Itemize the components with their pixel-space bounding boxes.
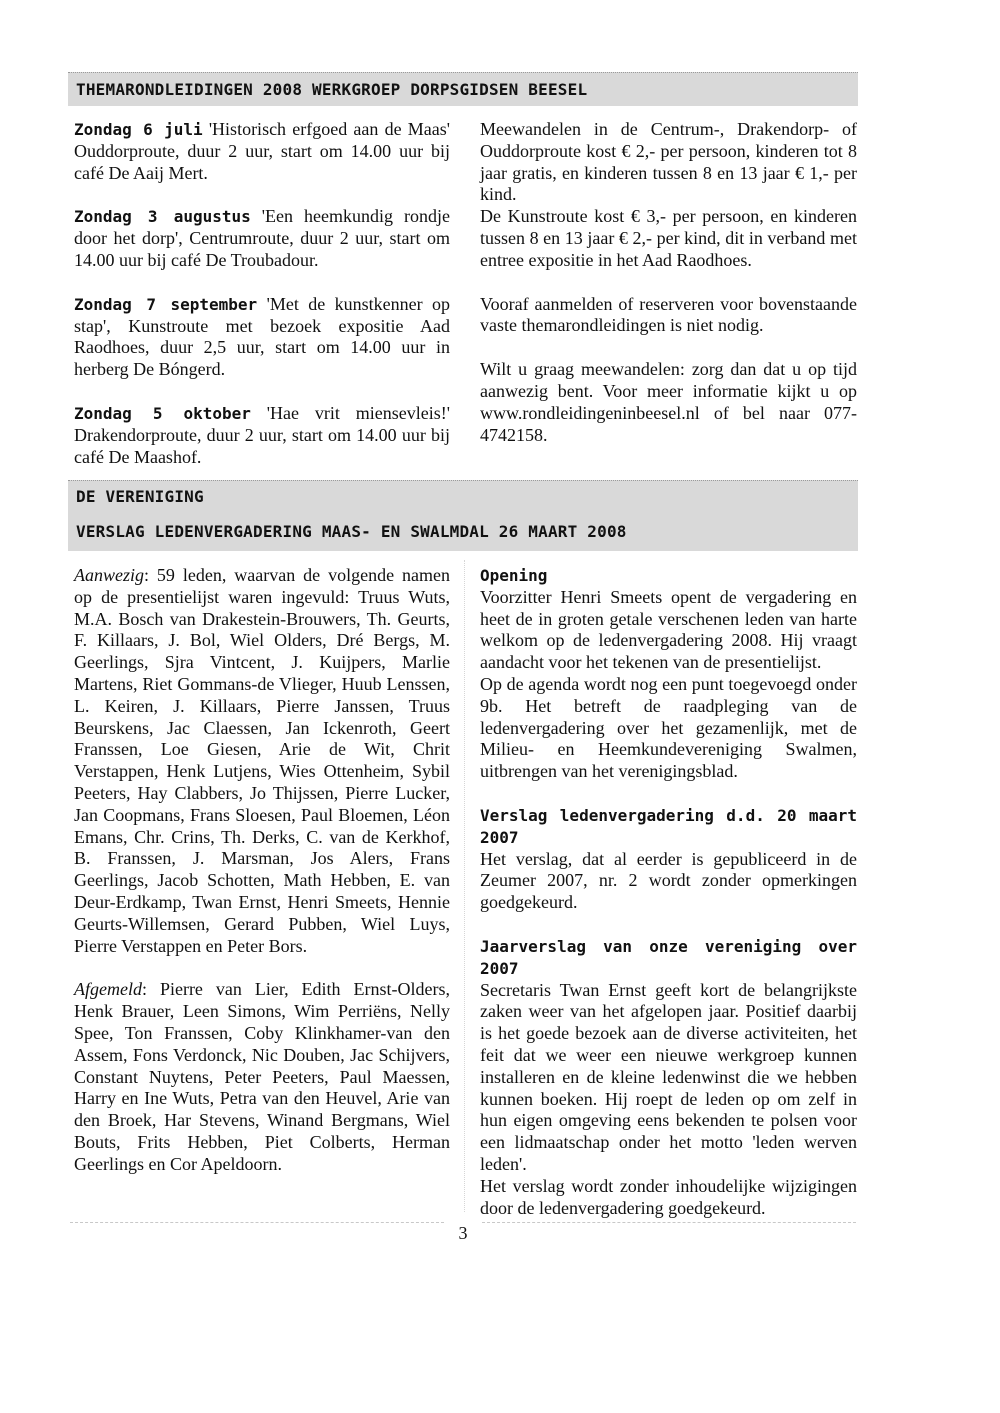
afgemeld-label: Afgemeld (74, 979, 142, 1000)
jaarverslag-text: Secretaris Twan Ernst geeft kort de belangrijkste zaken weer van het afgelopen jaar. Positief daarbij is het goede bezoek aan de diverse activiteiten, het feit dat we weer een nieuwe werkgroep kunnen installeren en de kleine ledenwinst die we hebben kunnen boeken. Hij roept de leden op om zelf in hun eigen omgeving eens bekenden te polsen voor een lidmaatschap onder het motto 'leden werven leden'. (480, 979, 857, 1174)
verslag-text: Het verslag, dat al eerder is gepubliceerd in de Zeumer 2007, nr. 2 wordt zonder opmerkingen goedgekeurd. (480, 848, 857, 913)
tour-description: 'Een heemkundig rondje door het dorp', Centrumroute, duur 2 uur, start om 14.00 uur bij café De Troubadour. (74, 206, 450, 270)
section-title-vereniging: DE VERENIGING (76, 487, 204, 506)
opening-paragraph (480, 565, 857, 674)
verslag-heading: Verslag ledenvergadering d.d. 20 maart 2007 (480, 805, 857, 847)
minutes-column (480, 565, 857, 1219)
aanwezig-label: Aanwezig (74, 565, 144, 585)
contact-paragraph: Wilt u graag meewandelen: zorg dan dat u op tijd aanwezig bent. Voor meer informatie kijkt u op www.rondleidingeninbeesel.nl of bel naar 077-4742158. (480, 359, 857, 445)
afgemeld-paragraph (74, 979, 450, 1175)
footer-rule-left (70, 1222, 444, 1223)
attendance-column (74, 565, 450, 1176)
column-divider (464, 560, 465, 1212)
tour-schedule-column (74, 119, 450, 468)
page-number: 3 (458, 1223, 468, 1243)
reservation-paragraph: Vooraf aanmelden of reserveren voor bovenstaande vaste themarondleidingen is niet nodig. (480, 293, 857, 336)
afgemeld-text: : Pierre van Lier, Edith Ernst-Olders, Henk Brauer, Leen Simons, Wim Perriëns, Nelly Spee, Ton Franssen, Coby Klinkhamer-van den Assem, Fons Verdonck, Nic Douben, Jac Schijvers, Constant Nuytens, Peter Peeters, Paul Maessen, Harry en Ine Wuts, Petra van den Heuvel, Arie van den Broek, Har Stevens, Winand Bergmans, Wiel Bouts, Frits Hebben, Piet Colberts, Herman Geerlings en Cor Apeldoorn. (74, 979, 450, 1174)
tour-date: Zondag 3 augustus (74, 207, 251, 227)
tour-date: Zondag 6 juli (74, 120, 203, 139)
aanwezig-text: : 59 leden, waarvan de volgende namen op de presentielijst waren ingevuld: Truus Wuts, M.A. Bosch van Drakestein-Brouwers, Th. Geurts, F. Killaars, J. Bol, Wiel Olders, Dré Bergs, M. Geerlings, Sjra Vintcent, J. Kuijpers, Marlie Martens, Riet Gommans-de Vlieger, Huub Lenssen, L. Keiren, J. Killaars, Pierre Janssen, Truus Beurskens, Jac Claessen, Jan Ickenroth, Geert Franssen, Loe Giesen, Arie de Wit, Chrit Verstappen, Henk Lutjens, Wies Ottenheim, Sybil Peeters, Hay Clabbers, Jo Thijssen, Pierre Lucker, Jan Coopmans, Frans Sloesen, Paul Bloemen, Léon Emans, Chr. Crins, Th. Derks, C. van de Kerkhof, B. Franssen, J. Marsman, Jos Alers, Frans Geerlings, Jacob Schotten, Math Hebben, E. van Deur-Erdkamp, Twan Ernst, Henri Smeets, Hennie Geurts-Willemsen, Gerard Pubben, Wiel Luys, Pierre Verstappen en Peter Bors. (74, 565, 450, 956)
tour-description: 'Historisch erfgoed aan de Maas' Ouddorproute, duur 2 uur, start om 14.00 uur bij café De Aaij Mert. (74, 119, 451, 183)
section-subtitle-verslag: VERSLAG LEDENVERGADERING MAAS- EN SWALMDAL 26 MAART 2008 (76, 522, 627, 541)
section-header-band (68, 480, 858, 551)
kunstroute-price-paragraph: De Kunstroute kost € 3,- per persoon, en kinderen tussen 8 en 13 jaar € 2,- per kind, dit in verband met entree expositie in het Aad Raodhoes. (480, 206, 857, 270)
footer-rule-right (482, 1222, 856, 1223)
verslag-paragraph (480, 805, 857, 914)
jaarverslag-heading: Jaarverslag van onze vereniging over 2007 (480, 936, 857, 978)
jaarverslag-conclusion: Het verslag wordt zonder inhoudelijke wijzigingen door de ledenvergadering goedgekeurd. (480, 1175, 857, 1218)
tour-item-4 (74, 403, 450, 468)
section-title-themarondleidingen: THEMARONDLEIDINGEN 2008 WERKGROEP DORPSGIDSEN BEESEL (76, 80, 588, 99)
jaarverslag-paragraph (480, 936, 857, 1176)
tour-description: 'Met de kunstkenner op stap', Kunstroute met bezoek expositie Aad Raodhoes, duur 2,5 uur, start om 14.00 uur in herberg De Bóngerd. (74, 293, 450, 380)
tour-date: Zondag 5 oktober (74, 403, 251, 423)
section-header-band (68, 72, 858, 106)
tour-item-2 (74, 206, 450, 271)
tour-item-1 (74, 119, 450, 184)
aanwezig-paragraph (74, 565, 450, 957)
tour-description: 'Hae vrit miensevleis!' Drakendorproute, duur 2 uur, start om 14.00 uur bij café De Maashof. (74, 402, 451, 467)
tour-item-3 (74, 294, 450, 381)
opening-text: Voorzitter Henri Smeets opent de vergadering en heet de in groten getale verschenen leden van harte welkom op de ledenvergadering 2008. Hij vraagt aandacht voor het tekenen van de presentielijst. (480, 586, 857, 673)
tour-date: Zondag 7 september (74, 294, 258, 314)
opening-heading: Opening (480, 566, 548, 585)
price-info-paragraph: Meewandelen in de Centrum-, Drakendorp- of Ouddorproute kost € 2,- per persoon, kinderen tot 8 jaar gratis, en kinderen tussen 8 en 13 jaar € 1,- per kind. (480, 119, 857, 205)
tour-info-column (480, 119, 857, 446)
agenda-paragraph: Op de agenda wordt nog een punt toegevoegd onder 9b. Het betreft de raadpleging van de ledenvergadering over het gezamenlijk, met de Milieu- en Heemkundevereniging Swalmen, uitbrengen van het verenigingsblad. (480, 673, 857, 782)
